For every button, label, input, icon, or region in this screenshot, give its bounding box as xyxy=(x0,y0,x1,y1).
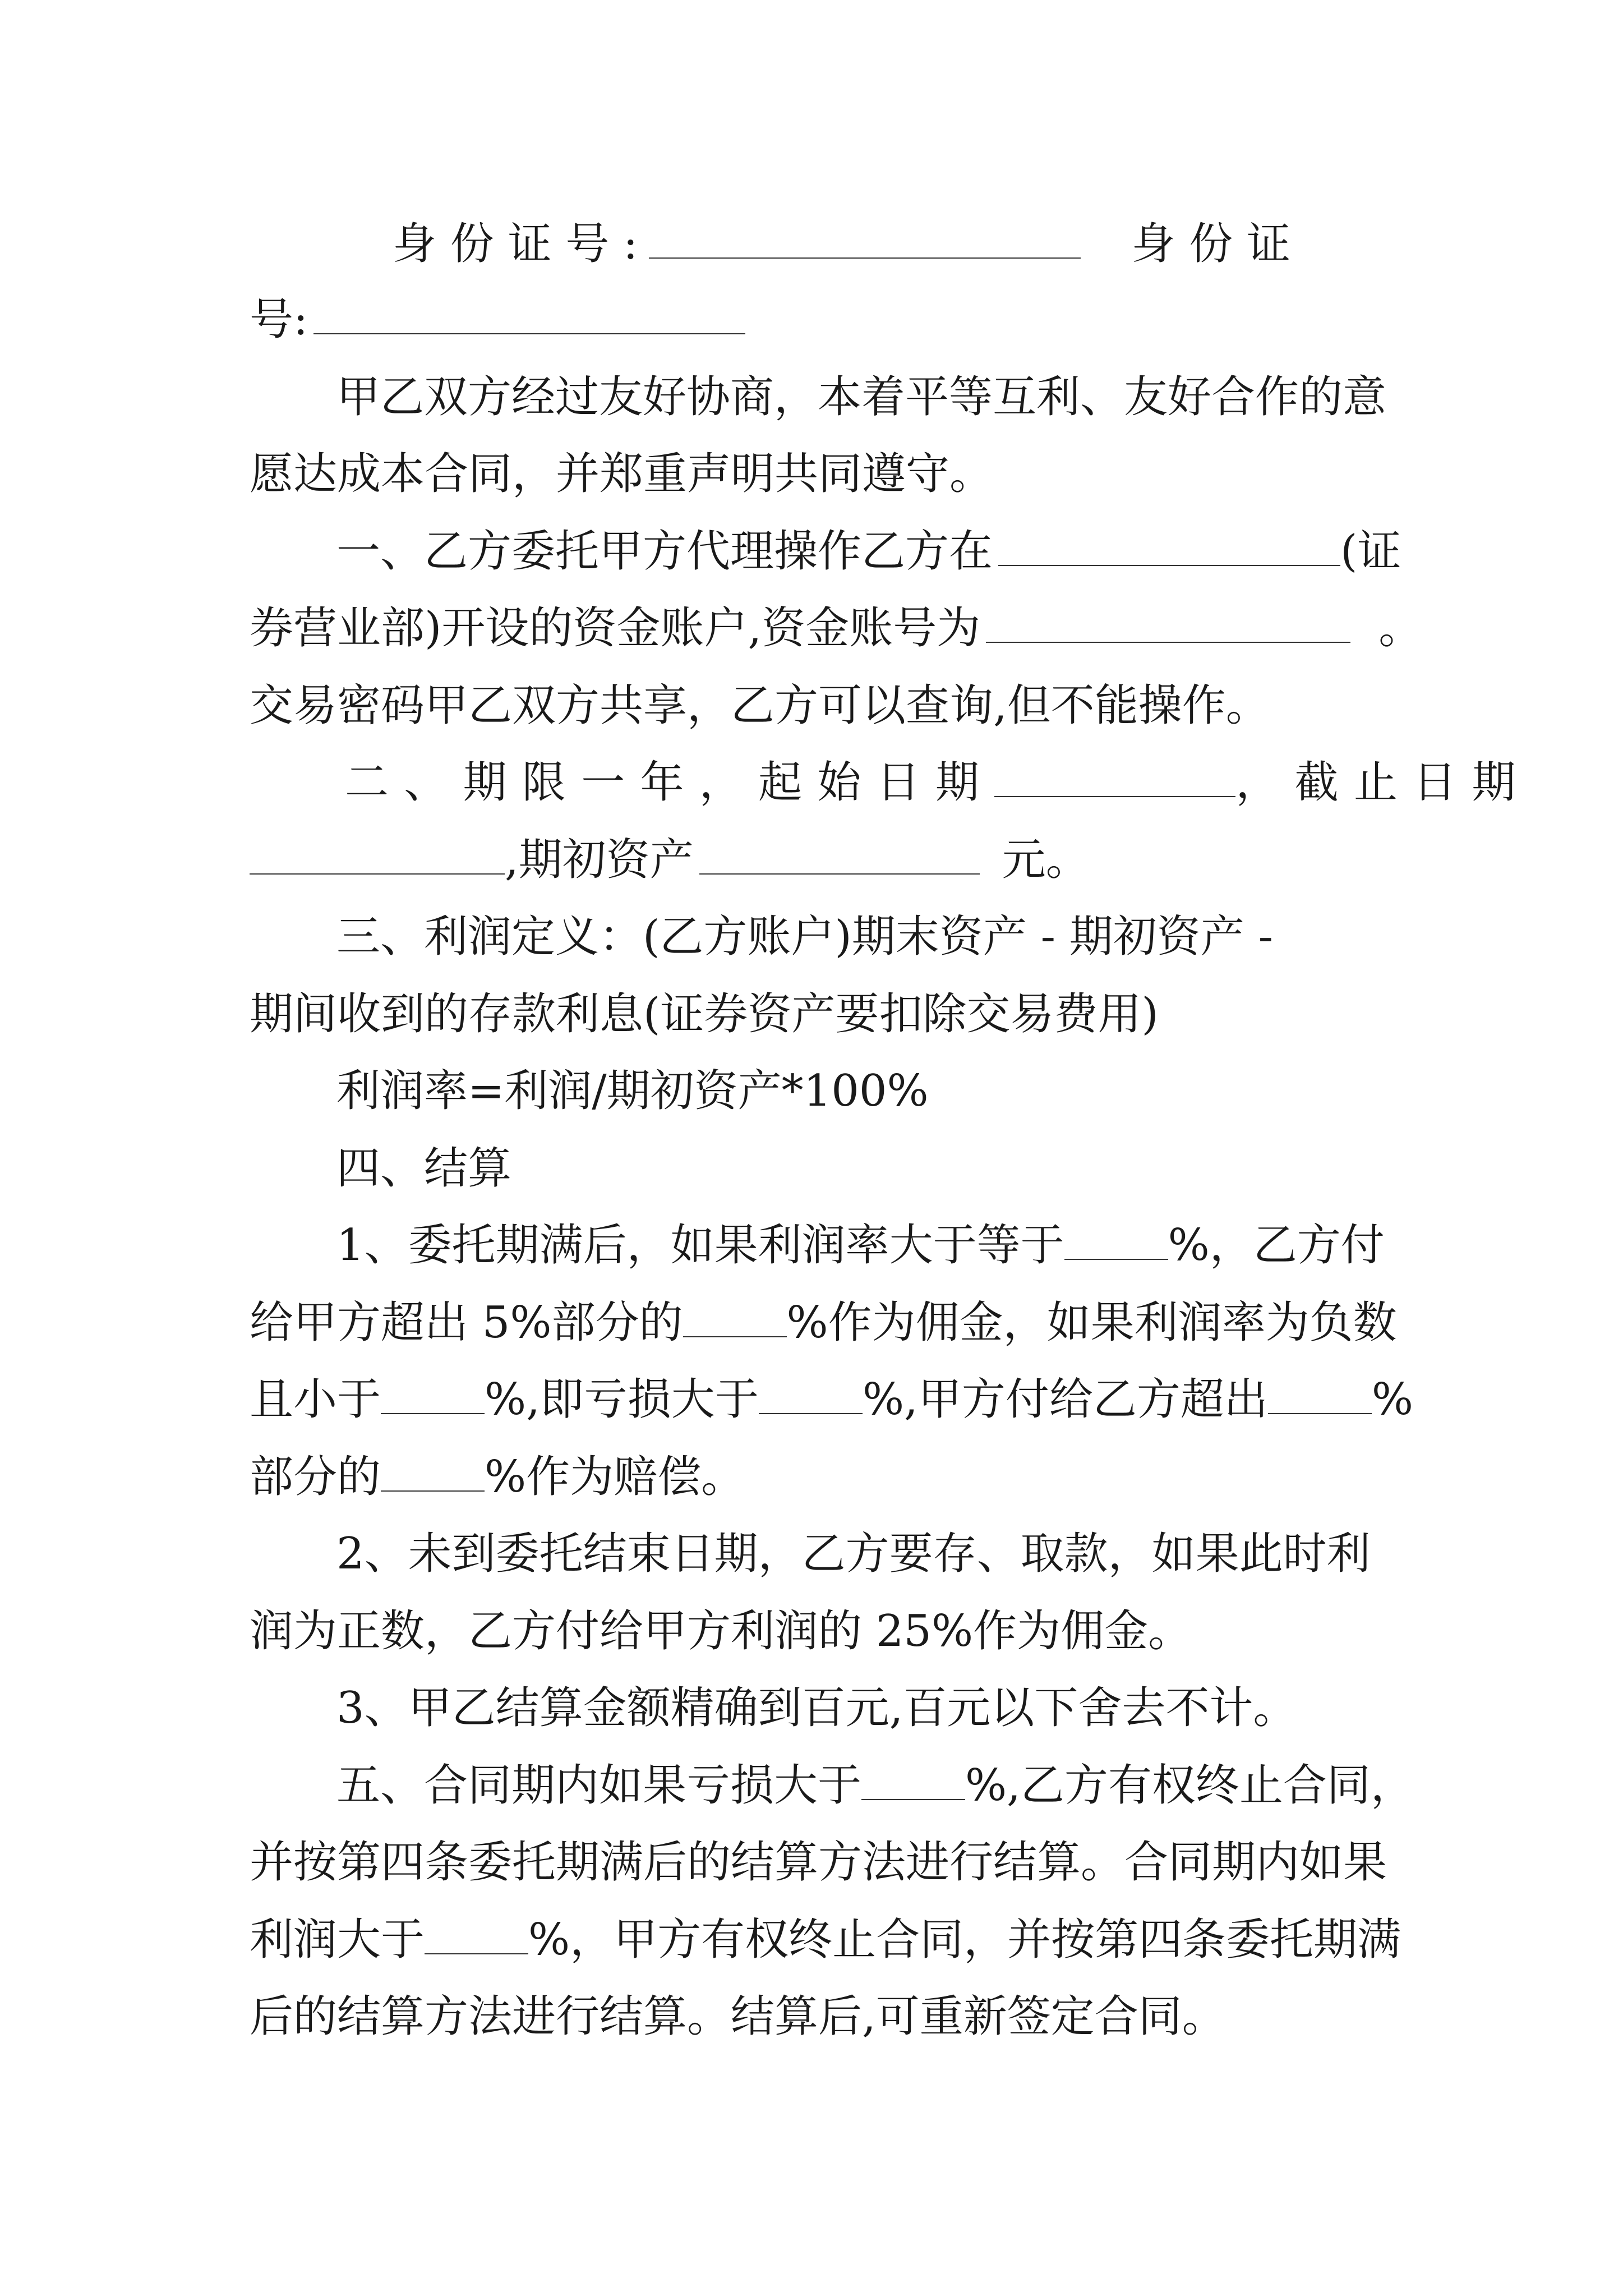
paragraph-text: %,即亏损大于 xyxy=(485,1374,759,1425)
paragraph-text: 1、委托期满后，如果利润率大于等于 xyxy=(336,1220,1064,1271)
clause-1-line xyxy=(250,592,1423,665)
paragraph-text: %,乙方有权终止合同， xyxy=(965,1760,1414,1811)
clause-2-line xyxy=(345,746,1531,819)
compensation-rate-blank xyxy=(381,1455,485,1492)
id-number-label-tail: 号: xyxy=(250,295,308,345)
clause-4-1-line xyxy=(250,1363,1413,1436)
paragraph-line xyxy=(250,438,1394,510)
id-number-blank xyxy=(649,222,1081,259)
clause-4-2-line xyxy=(250,1595,1394,1668)
paragraph-text: %作为赔偿。 xyxy=(485,1452,745,1502)
clause-1-line xyxy=(250,669,1394,742)
paragraph-text: 3、甲乙结算金额精确到百元,百元以下舍去不计。 xyxy=(336,1683,1297,1733)
start-date-blank xyxy=(994,760,1235,797)
compensation-threshold-blank xyxy=(1268,1377,1372,1414)
settlement-heading: 四、结算 xyxy=(336,1143,512,1194)
paragraph-text: 期间收到的存款利息(证券资产要扣除交易费用) xyxy=(250,989,1159,1039)
securities-branch-blank xyxy=(998,529,1340,566)
id-number-line xyxy=(393,208,1394,280)
clause-4-3-line xyxy=(336,1672,1394,1745)
paragraph-text: (证 xyxy=(1340,526,1401,577)
clause-3-line xyxy=(250,978,1394,1051)
end-date-blank xyxy=(250,838,505,875)
paragraph-text: 一、乙方委托甲方代理操作乙方在 xyxy=(336,526,993,577)
loss-rate-blank xyxy=(759,1377,863,1414)
id-number-label: 身 份 证 号 : xyxy=(393,219,638,269)
paragraph-text: %，乙方付 xyxy=(1168,1220,1385,1271)
paragraph-text: 后的结算方法进行结算。结算后,可重新签定合同。 xyxy=(250,1991,1226,2042)
paragraph-text: 交易密码甲乙双方共享，乙方可以查询,但不能操作。 xyxy=(250,680,1270,731)
commission-rate-blank xyxy=(683,1300,787,1337)
section-heading xyxy=(336,1132,1394,1205)
account-number-blank xyxy=(986,606,1350,643)
clause-5-line xyxy=(250,1980,1394,2053)
paragraph-text: % xyxy=(1371,1374,1413,1425)
paragraph-text: ，截止日期 xyxy=(1235,757,1531,808)
clause-4-1-line xyxy=(336,1209,1394,1282)
clause-2-line xyxy=(250,823,1394,896)
paragraph-text: 且小于 xyxy=(250,1374,381,1425)
paragraph-text: 五、合同期内如果亏损大于 xyxy=(336,1760,862,1811)
paragraph-text: 甲乙双方经过友好协商，本着平等互利、友好合作的意 xyxy=(336,372,1387,422)
paragraph-text: 部分的 xyxy=(250,1452,381,1502)
paragraph-text: 2、未到委托结束日期，乙方要存、取款，如果此时利 xyxy=(336,1529,1371,1579)
profit-termination-blank xyxy=(425,1917,528,1954)
paragraph-text: 券营业部)开设的资金账户,资金账号为 xyxy=(250,603,981,654)
id-number-blank-2 xyxy=(313,297,745,334)
clause-4-2-line xyxy=(336,1517,1394,1590)
paragraph-text: %作为佣金，如果利润率为负数 xyxy=(786,1297,1397,1348)
formula-line xyxy=(336,1055,1394,1128)
initial-assets-blank xyxy=(699,838,980,875)
paragraph-text: 并按第四条委托期满后的结算方法进行结算。合同期内如果 xyxy=(250,1837,1387,1888)
clause-3-line xyxy=(336,900,1394,973)
paragraph-text: ,期初资产 xyxy=(505,835,694,885)
clause-5-line xyxy=(250,1903,1401,1976)
negative-rate-blank xyxy=(381,1377,485,1414)
clause-5-line xyxy=(336,1749,1414,1822)
paragraph-text: 二、期限一年，起始日期 xyxy=(345,757,995,808)
paragraph-line xyxy=(336,361,1394,434)
clause-1-line xyxy=(336,515,1401,588)
paragraph-text: %,甲方付给乙方超出 xyxy=(862,1374,1268,1425)
id-number-continued-line xyxy=(250,283,1394,356)
id-number-label-2: 身 份 证 xyxy=(1131,219,1291,269)
clause-5-line xyxy=(250,1826,1394,1899)
paragraph-text: 给甲方超出 5%部分的 xyxy=(250,1297,683,1348)
clause-4-1-line xyxy=(250,1286,1397,1359)
profit-rate-threshold-blank xyxy=(1064,1223,1168,1260)
paragraph-text: 愿达成本合同，并郑重声明共同遵守。 xyxy=(250,449,994,499)
clause-4-1-line xyxy=(250,1441,1394,1513)
paragraph-text: %，甲方有权终止合同，并按第四条委托期满 xyxy=(528,1915,1401,1965)
paragraph-text: 利润大于 xyxy=(250,1915,425,1965)
paragraph-text: 润为正数，乙方付给甲方利润的 25%作为佣金。 xyxy=(250,1606,1192,1657)
paragraph-text: 元。 xyxy=(1002,835,1090,885)
loss-termination-blank xyxy=(861,1763,965,1800)
paragraph-text: 。 xyxy=(1378,603,1423,654)
profit-rate-formula: 利润率=利润/期初资产*100% xyxy=(336,1066,929,1116)
paragraph-text: 三、利润定义：(乙方账户)期末资产 - 期初资产 - xyxy=(336,912,1273,962)
